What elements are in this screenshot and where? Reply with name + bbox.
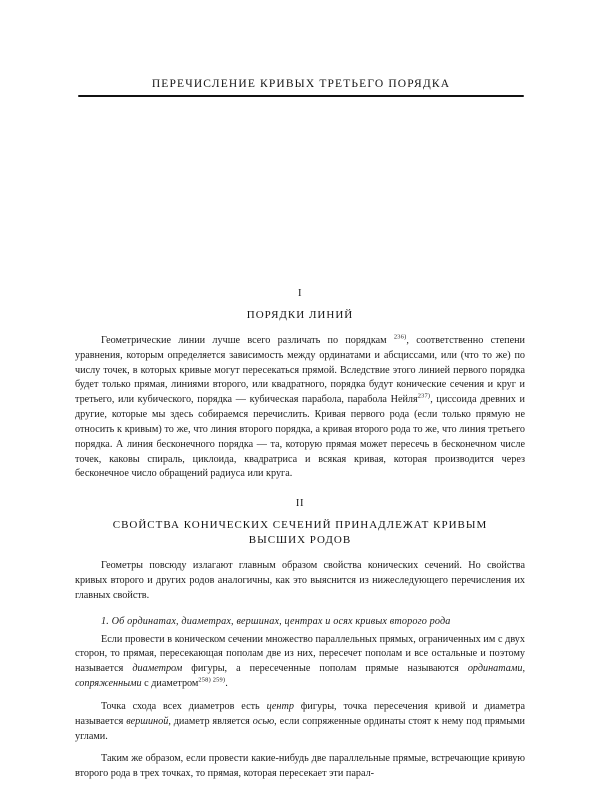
emphasis-text: диаметром <box>132 663 183 675</box>
page-title: ПЕРЕЧИСЛЕНИЕ КРИВЫХ ТРЕТЬЕГО ПОРЯДКА <box>151 78 451 90</box>
emphasis-text: центр <box>266 700 294 712</box>
emphasis-text: вершиной <box>126 715 169 727</box>
subsection-1-paragraph-2: Точка схода всех диаметров есть центр фигуры, точка пересечения кривой и диаметра называется вершиной, диаметр является осью, если сопряженные ординаты стоят к нему под прямыми углами. <box>75 700 525 742</box>
subsection-1-heading: 1. Об ординатах, диаметрах, вершинах, центрах и осях кривых второго рода <box>101 615 451 627</box>
title-divider <box>78 95 524 97</box>
footnote-marker: 237) <box>417 392 431 400</box>
emphasis-text: осью <box>252 715 275 727</box>
section-1-numeral: I <box>297 288 303 299</box>
section-1-heading: ПОРЯДКИ ЛИНИЙ <box>246 309 354 321</box>
footnote-marker: 258) 259) <box>198 676 226 684</box>
section-2-heading-line2: ВЫСШИХ РОДОВ <box>248 534 352 547</box>
title-block <box>78 78 524 97</box>
subsection-1-paragraph-3: Таким же образом, если провести какие-нибудь две параллельные прямые, встречающие кривую второго рода в трех точках, то прямая, которая пересекает эти парал- <box>75 753 525 780</box>
section-2 <box>75 498 525 782</box>
section-2-heading-line1: СВОЙСТВА КОНИЧЕСКИХ СЕЧЕНИЙ ПРИНАДЛЕЖАТ КРИВЫМ <box>112 519 488 532</box>
section-1 <box>75 288 525 482</box>
footnote-marker: 236) <box>393 333 407 341</box>
section-2-paragraph-1: Геометры повсюду излагают главным образом свойства конических сечений. Но свойства кривых второго и других родов аналогичны, как это выяснится из нижеследующего перечисления их главных свойств. <box>75 559 525 601</box>
emphasis-text: ординатами, сопряженными <box>75 663 525 690</box>
section-1-paragraph-1: Геометрические линии лучше всего различать по порядкам $^{236)}$, соответственно степени уравнения, которым определяется зависимость между ординатами и абсциссами, или (что то же) по числу точек, в которых кривые могут пересекаться прямой. Вследствие этого линией первого порядка будет только прямая, линиями второго, или квадратного, порядка будут конические сечения и круг и третьего, или кубического, порядка — кубическая парабола, парабола Нейля$^{237)}$, циссоида древних и другие, которые мы здесь собираемся перечислить. Кривая первого рода (если только прямую не относить к кривым) то же, что линия второго порядка, а кривая второго рода то же, что линия третьего порядка. А линия бесконечного порядка — та, которую прямая может пересечь в бесконечном числе точек, каковы спираль, циклоида, квадратриса и всякая кривая, которая производится через бесконечное число обращений радиуса или круга. <box>75 333 526 480</box>
text-column <box>75 288 525 790</box>
subsection-1-paragraph-1: Если провести в коническом сечении множество параллельных прямых, ограниченных им с двух сторон, то прямая, пересекающая пополам две из них, пересечет пополам и все остальные и поэтому называется диаметром фигуры, а пересеченные пополам прямые называются ординатами, сопряженными с диаметром$^{258) 259)}$. <box>75 633 525 690</box>
section-2-numeral: II <box>295 498 305 510</box>
section-2-heading <box>75 518 525 548</box>
